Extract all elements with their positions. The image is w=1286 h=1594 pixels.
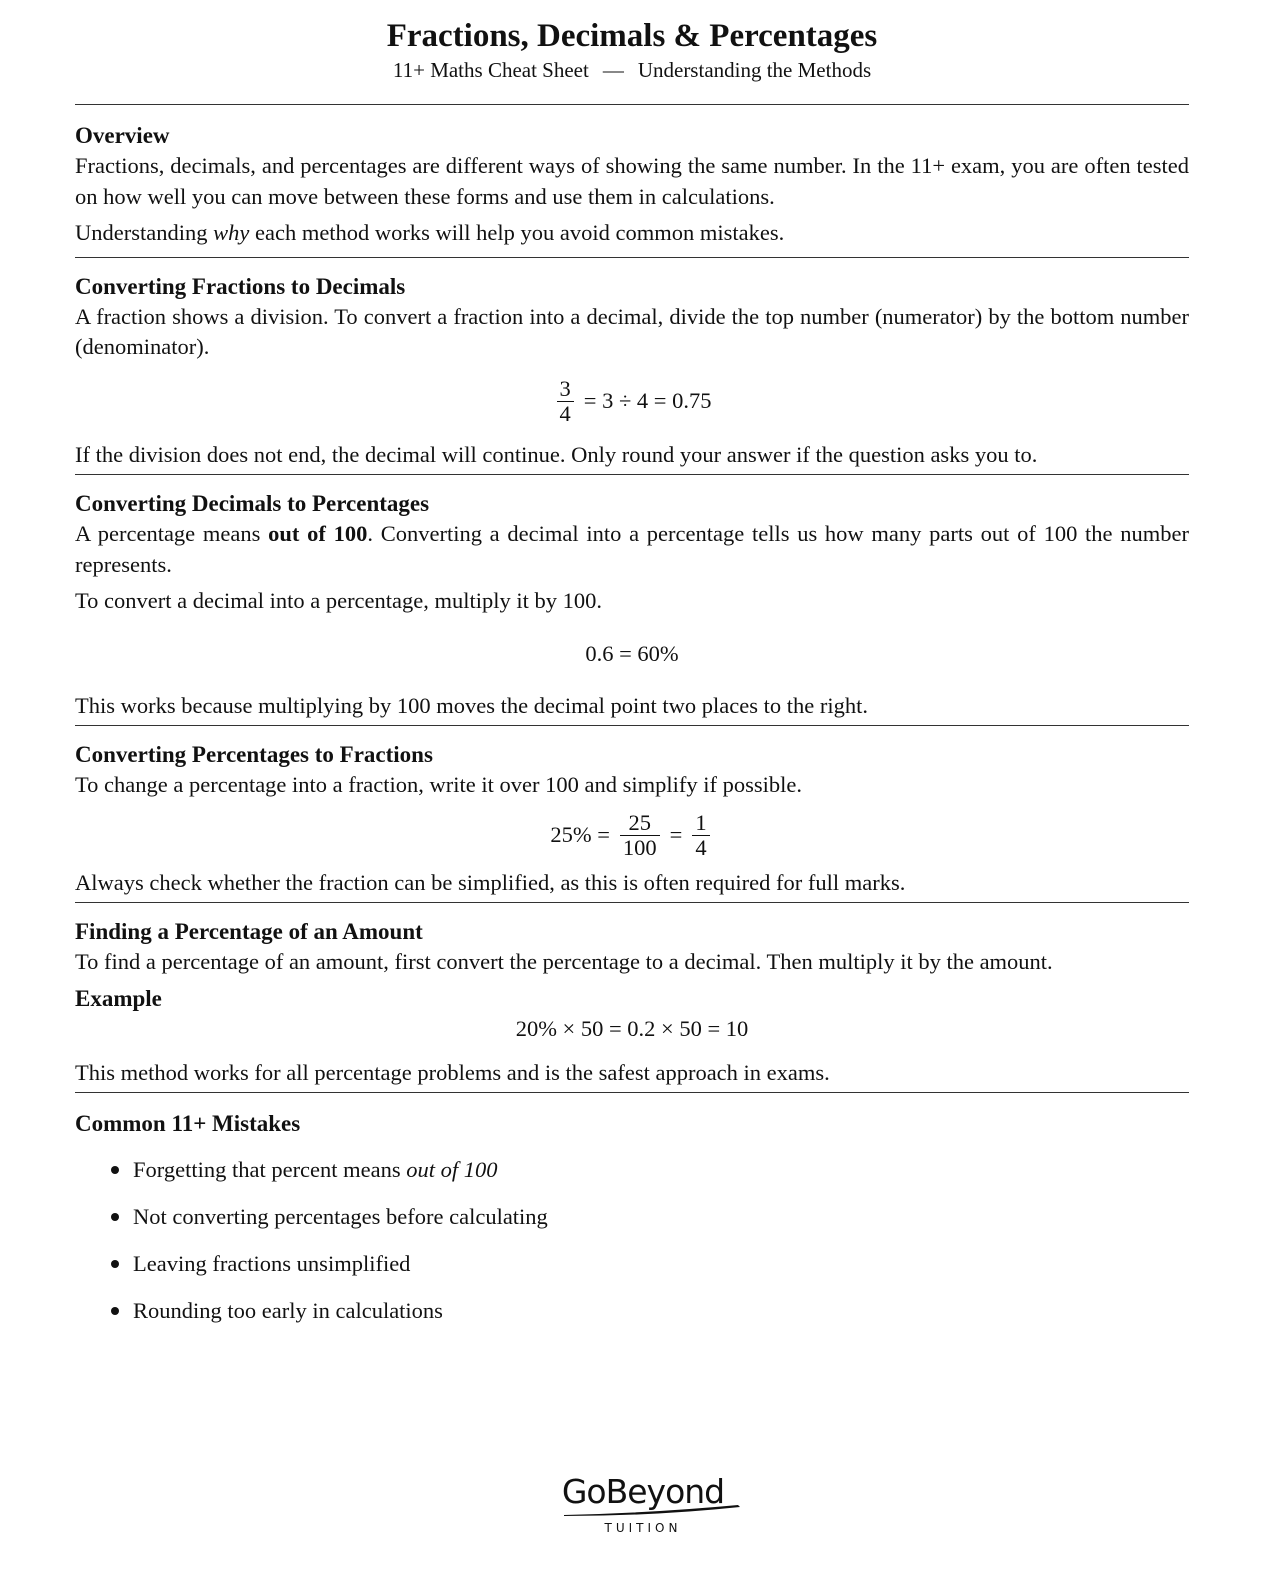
emphasis: why: [213, 220, 250, 245]
page-title: Fractions, Decimals & Percentages: [386, 18, 878, 54]
list-item: Leaving fractions unsimplified: [111, 1249, 1189, 1279]
fraction: $\frac{1}{4}$: [692, 811, 709, 860]
list-item: Not converting percentages before calculating: [111, 1202, 1189, 1232]
section-fractions-to-decimals: [75, 258, 1189, 475]
paragraph: A percentage means out of 100. Converting a decimal into a percentage tells us how many parts out of 100 the number represents.: [75, 521, 1189, 577]
paragraph: If the division does not end, the decimal will continue. Only round your answer if the question asks you to.: [75, 441, 1038, 467]
section-heading: Common 11+ Mistakes: [75, 1111, 301, 1136]
bullet-icon: [111, 1307, 119, 1315]
page-subtitle: [75, 56, 1189, 84]
equation: 25% = $\frac{25}{100}$ = $\frac{1}{4}$: [75, 811, 1189, 860]
bullet-icon: [111, 1213, 119, 1221]
section-percentage-of-amount: [75, 903, 1189, 1092]
subtitle-separator: —: [602, 58, 624, 82]
section-heading: Converting Decimals to Percentages: [75, 491, 430, 516]
equation: 0.6 = 60%: [585, 640, 679, 666]
list-item: Rounding too early in calculations: [111, 1296, 1189, 1326]
list-item: Forgetting that percent means out of 100: [111, 1155, 1189, 1185]
section-heading: Overview: [75, 123, 170, 148]
swoosh-icon: [562, 1503, 742, 1517]
paragraph: Understanding why each method works will help you avoid common mistakes.: [75, 220, 785, 245]
document-page: [75, 0, 1189, 1347]
subtitle-right: Understanding the Methods: [637, 58, 872, 82]
section-common-mistakes: [75, 1093, 1189, 1347]
logo-tagline: TUITION: [604, 1521, 682, 1535]
example-label: Example: [75, 985, 162, 1011]
gobeyond-logo: [0, 1472, 1286, 1535]
paragraph: A fraction shows a division. To convert a fraction into a decimal, divide the top number (numerator) by the bottom number (denominator).: [75, 303, 1189, 359]
logo-wordmark: GoBeyond: [562, 1472, 724, 1511]
bullet-icon: [111, 1260, 119, 1268]
paragraph: To convert a decimal into a percentage, multiply it by 100.: [75, 588, 603, 613]
bold-text: out of 100: [268, 521, 368, 546]
section-decimals-to-percentages: [75, 475, 1189, 725]
paragraph: This method works for all percentage problems and is the safest approach in exams.: [75, 1059, 830, 1085]
bullet-icon: [111, 1166, 119, 1174]
mistakes-list: [111, 1155, 1189, 1326]
paragraph: To find a percentage of an amount, first convert the percentage to a decimal. Then multiply it by the amount.: [75, 949, 1053, 974]
section-percentages-to-fractions: [75, 726, 1189, 902]
paragraph: Always check whether the fraction can be simplified, as this is often required for full marks.: [75, 869, 906, 895]
paragraph: To change a percentage into a fraction, write it over 100 and simplify if possible.: [75, 772, 802, 797]
equation: $\frac{3}{4}$ = 3 ÷ 4 = 0.75: [75, 377, 1189, 426]
fraction: $\frac{3}{4}$: [557, 377, 574, 426]
paragraph: Fractions, decimals, and percentages are different ways of showing the same number. In the 11+ exam, you are often tested on how well you can move between these forms and use them in calculations.: [75, 153, 1189, 209]
section-heading: Finding a Percentage of an Amount: [75, 919, 423, 944]
section-overview: [75, 105, 1189, 253]
equation: 20% × 50 = 0.2 × 50 = 10: [515, 1015, 749, 1041]
subtitle-left: 11+ Maths Cheat Sheet: [392, 58, 589, 82]
section-heading: Converting Percentages to Fractions: [75, 742, 433, 767]
fraction: $\frac{25}{100}$: [620, 811, 660, 860]
section-heading: Converting Fractions to Decimals: [75, 273, 406, 299]
paragraph: This works because multiplying by 100 moves the decimal point two places to the right.: [75, 692, 868, 718]
